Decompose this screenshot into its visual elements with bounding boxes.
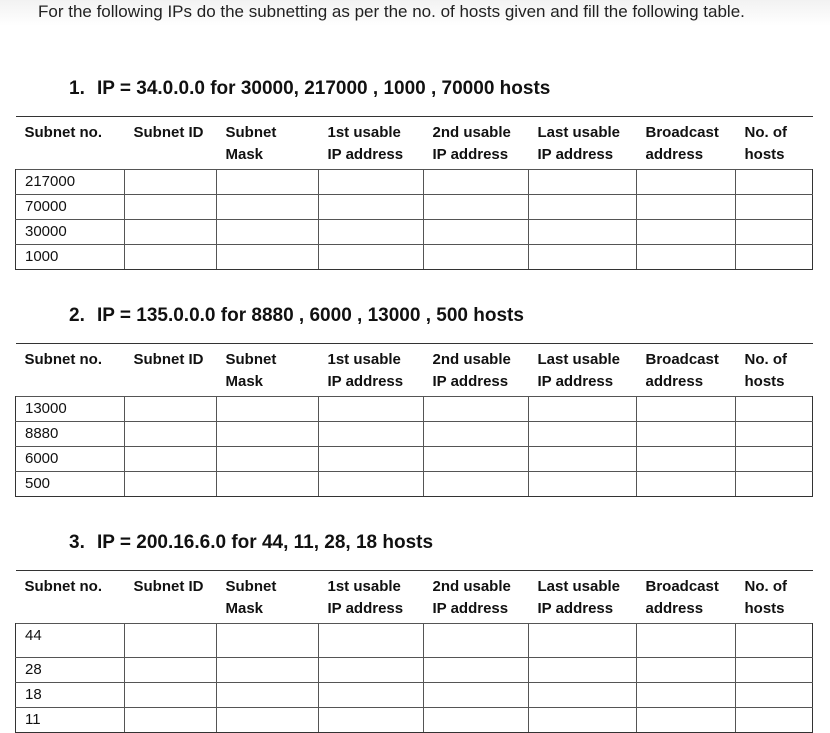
col-broadcast: Broadcast address — [645, 578, 719, 617]
subnet-no-cell: 6000 — [16, 447, 125, 472]
empty-cell[interactable] — [217, 624, 319, 658]
col-last-usable: Last usable IP address — [537, 578, 621, 617]
col-subnet-mask: Subnet Mask — [225, 578, 277, 617]
empty-cell[interactable] — [319, 397, 424, 422]
empty-cell[interactable] — [217, 683, 319, 708]
empty-cell[interactable] — [125, 472, 217, 497]
empty-cell[interactable] — [424, 472, 529, 497]
empty-cell[interactable] — [529, 624, 637, 658]
col-no-of-hosts: No. of hosts — [744, 124, 787, 163]
empty-cell[interactable] — [217, 170, 319, 195]
empty-cell[interactable] — [529, 658, 637, 683]
table-row — [16, 245, 813, 270]
empty-cell[interactable] — [637, 658, 736, 683]
empty-cell[interactable] — [736, 683, 813, 708]
section-2-title — [69, 305, 524, 327]
empty-cell[interactable] — [637, 624, 736, 658]
section-3-title-text: IP = 200.16.6.0 for 44, 11, 28, 18 hosts — [97, 532, 434, 553]
empty-cell[interactable] — [319, 220, 424, 245]
empty-cell[interactable] — [529, 422, 637, 447]
empty-cell[interactable] — [736, 170, 813, 195]
empty-cell[interactable] — [125, 624, 217, 658]
col-subnet-no: Subnet no. — [24, 578, 102, 595]
empty-cell[interactable] — [424, 683, 529, 708]
empty-cell[interactable] — [736, 658, 813, 683]
section-3-title — [69, 532, 433, 554]
empty-cell[interactable] — [424, 195, 529, 220]
table-row — [16, 170, 813, 195]
empty-cell[interactable] — [637, 447, 736, 472]
subnet-no-cell: 217000 — [16, 170, 125, 195]
col-second-usable: 2nd usable IP address — [432, 351, 511, 390]
table-row — [16, 447, 813, 472]
empty-cell[interactable] — [637, 220, 736, 245]
empty-cell[interactable] — [637, 245, 736, 270]
empty-cell[interactable] — [637, 422, 736, 447]
table-row — [16, 708, 813, 733]
empty-cell[interactable] — [529, 708, 637, 733]
empty-cell[interactable] — [217, 220, 319, 245]
table-row — [16, 624, 813, 658]
empty-cell[interactable] — [424, 447, 529, 472]
col-second-usable: 2nd usable IP address — [432, 578, 511, 617]
subnet-no-cell: 11 — [16, 708, 125, 733]
empty-cell[interactable] — [637, 683, 736, 708]
subnet-no-cell: 13000 — [16, 397, 125, 422]
empty-cell[interactable] — [125, 447, 217, 472]
table-row — [16, 472, 813, 497]
subnet-no-cell: 70000 — [16, 195, 125, 220]
section-3-number: 3. — [69, 532, 85, 553]
col-first-usable: 1st usable IP address — [327, 351, 404, 390]
col-subnet-mask: Subnet Mask — [225, 351, 277, 390]
empty-cell[interactable] — [319, 447, 424, 472]
empty-cell[interactable] — [217, 447, 319, 472]
empty-cell[interactable] — [637, 472, 736, 497]
empty-cell[interactable] — [424, 220, 529, 245]
empty-cell[interactable] — [125, 422, 217, 447]
empty-cell[interactable] — [736, 708, 813, 733]
col-subnet-no: Subnet no. — [24, 124, 102, 141]
empty-cell[interactable] — [125, 220, 217, 245]
subnet-no-cell: 30000 — [16, 220, 125, 245]
empty-cell[interactable] — [529, 447, 637, 472]
col-first-usable: 1st usable IP address — [327, 578, 404, 617]
empty-cell[interactable] — [424, 708, 529, 733]
empty-cell[interactable] — [424, 624, 529, 658]
empty-cell[interactable] — [217, 658, 319, 683]
empty-cell[interactable] — [424, 245, 529, 270]
table-header-row — [16, 117, 813, 170]
table-row — [16, 658, 813, 683]
empty-cell[interactable] — [319, 658, 424, 683]
table-row — [16, 683, 813, 708]
table-header-row — [16, 344, 813, 397]
empty-cell[interactable] — [736, 397, 813, 422]
empty-cell[interactable] — [125, 683, 217, 708]
empty-cell[interactable] — [529, 195, 637, 220]
table-row — [16, 220, 813, 245]
instruction-text: For the following IPs do the subnetting as per the no. of hosts given and fill the following table. — [38, 2, 745, 21]
empty-cell[interactable] — [736, 245, 813, 270]
empty-cell[interactable] — [319, 624, 424, 658]
col-broadcast: Broadcast address — [645, 124, 719, 163]
empty-cell[interactable] — [637, 708, 736, 733]
empty-cell[interactable] — [319, 170, 424, 195]
empty-cell[interactable] — [217, 245, 319, 270]
subnet-no-cell: 8880 — [16, 422, 125, 447]
empty-cell[interactable] — [319, 245, 424, 270]
empty-cell[interactable] — [529, 683, 637, 708]
subnet-no-cell: 28 — [16, 658, 125, 683]
empty-cell[interactable] — [319, 472, 424, 497]
empty-cell[interactable] — [125, 397, 217, 422]
subnet-no-cell: 44 — [16, 624, 125, 658]
section-2-number: 2. — [69, 305, 85, 326]
section-2-title-text: IP = 135.0.0.0 for 8880 , 6000 , 13000 , 500 hosts — [97, 305, 524, 326]
table-header-row — [16, 571, 813, 624]
col-subnet-id: Subnet ID — [133, 124, 204, 141]
col-subnet-mask: Subnet Mask — [225, 124, 277, 163]
col-no-of-hosts: No. of hosts — [744, 578, 787, 617]
subnet-table-2 — [15, 343, 813, 497]
empty-cell[interactable] — [736, 447, 813, 472]
empty-cell[interactable] — [319, 195, 424, 220]
empty-cell[interactable] — [529, 220, 637, 245]
empty-cell[interactable] — [217, 708, 319, 733]
empty-cell[interactable] — [217, 472, 319, 497]
col-subnet-no: Subnet no. — [24, 351, 102, 368]
subnet-no-cell: 500 — [16, 472, 125, 497]
empty-cell[interactable] — [637, 195, 736, 220]
empty-cell[interactable] — [125, 170, 217, 195]
empty-cell[interactable] — [637, 397, 736, 422]
empty-cell[interactable] — [529, 472, 637, 497]
empty-cell[interactable] — [125, 195, 217, 220]
empty-cell[interactable] — [736, 472, 813, 497]
empty-cell[interactable] — [736, 195, 813, 220]
empty-cell[interactable] — [637, 170, 736, 195]
empty-cell[interactable] — [217, 397, 319, 422]
table-row — [16, 397, 813, 422]
empty-cell[interactable] — [424, 170, 529, 195]
table-row — [16, 422, 813, 447]
col-last-usable: Last usable IP address — [537, 124, 621, 163]
empty-cell[interactable] — [319, 422, 424, 447]
empty-cell[interactable] — [319, 683, 424, 708]
subnet-table-1 — [15, 116, 813, 270]
col-no-of-hosts: No. of hosts — [744, 351, 787, 390]
empty-cell[interactable] — [736, 220, 813, 245]
empty-cell[interactable] — [125, 245, 217, 270]
subnet-no-cell: 18 — [16, 683, 125, 708]
empty-cell[interactable] — [424, 397, 529, 422]
empty-cell[interactable] — [529, 170, 637, 195]
empty-cell[interactable] — [125, 708, 217, 733]
col-broadcast: Broadcast address — [645, 351, 719, 390]
empty-cell[interactable] — [217, 195, 319, 220]
section-1-number: 1. — [69, 78, 85, 99]
subnet-table-3 — [15, 570, 813, 733]
empty-cell[interactable] — [529, 397, 637, 422]
empty-cell[interactable] — [529, 245, 637, 270]
empty-cell[interactable] — [424, 658, 529, 683]
subnet-no-cell: 1000 — [16, 245, 125, 270]
col-first-usable: 1st usable IP address — [327, 124, 404, 163]
col-second-usable: 2nd usable IP address — [432, 124, 511, 163]
empty-cell[interactable] — [217, 422, 319, 447]
section-1-title-text: IP = 34.0.0.0 for 30000, 217000 , 1000 , 70000 hosts — [97, 78, 551, 99]
empty-cell[interactable] — [424, 422, 529, 447]
col-subnet-id: Subnet ID — [133, 578, 204, 595]
empty-cell[interactable] — [736, 422, 813, 447]
table-row — [16, 195, 813, 220]
section-1-title — [69, 78, 550, 100]
empty-cell[interactable] — [736, 624, 813, 658]
empty-cell[interactable] — [125, 658, 217, 683]
col-subnet-id: Subnet ID — [133, 351, 204, 368]
col-last-usable: Last usable IP address — [537, 351, 621, 390]
empty-cell[interactable] — [319, 708, 424, 733]
